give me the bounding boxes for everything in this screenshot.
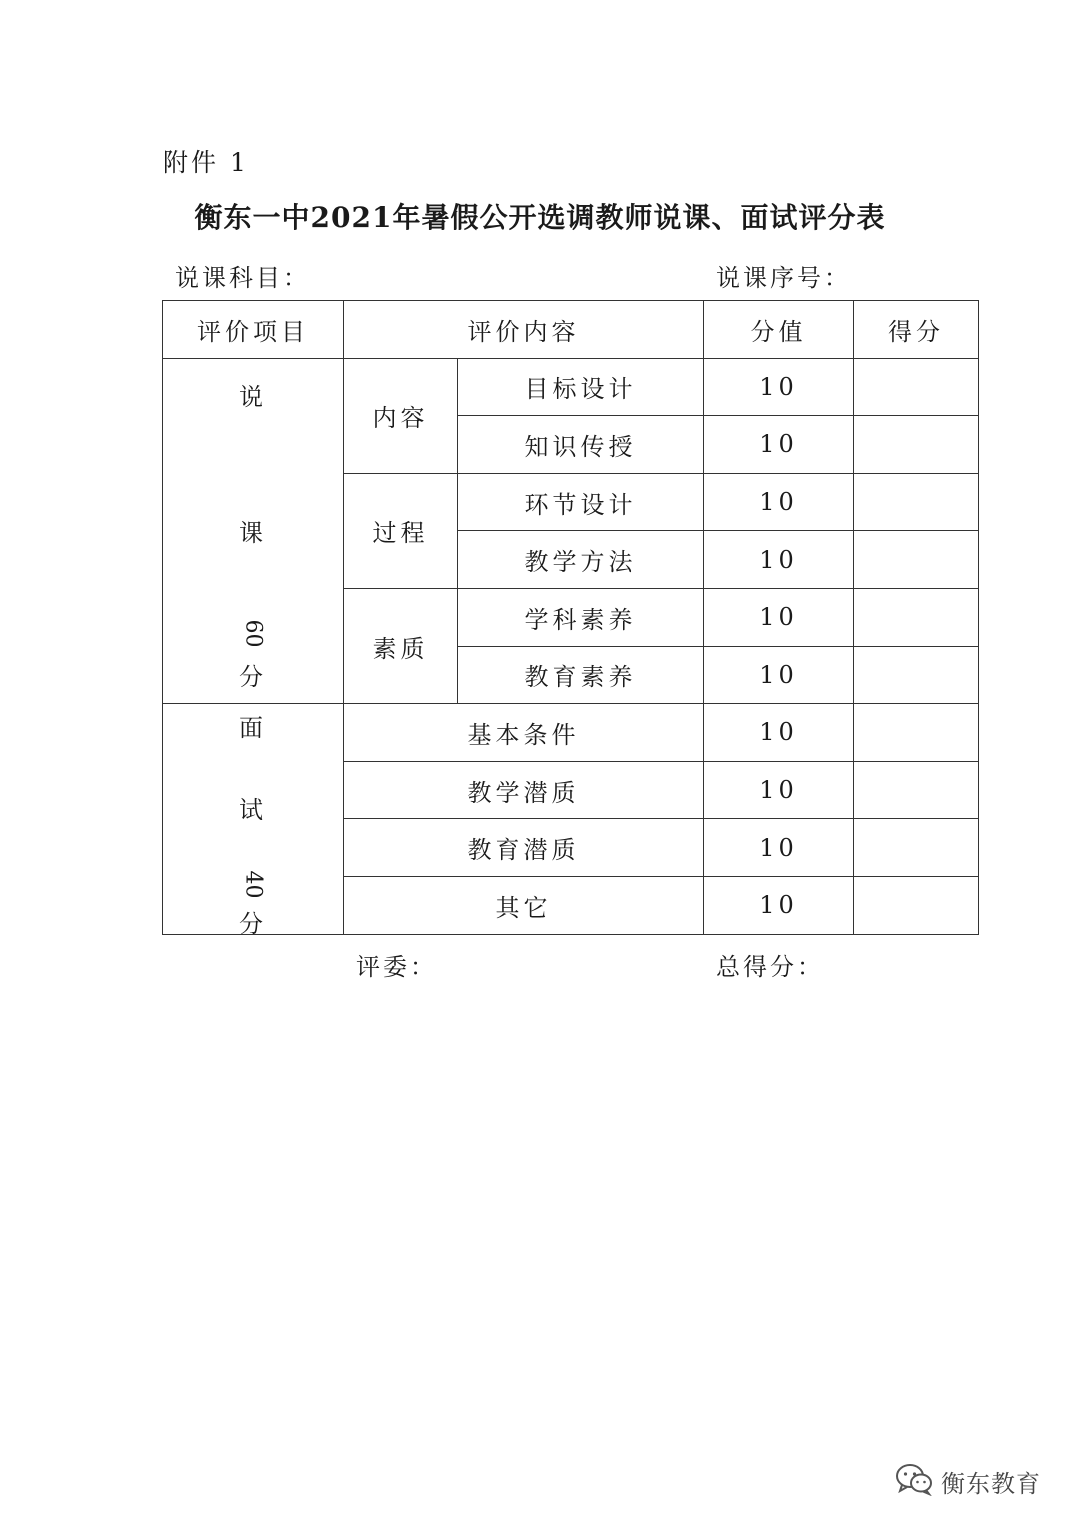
item-value: 10 — [704, 704, 854, 762]
item-value: 10 — [704, 876, 854, 934]
header-row — [163, 301, 979, 359]
form-title: 衡东一中2021年暑假公开选调教师说课、面试评分表 — [194, 201, 886, 234]
section-interview — [163, 704, 344, 939]
judge-label: 评委： — [356, 953, 437, 981]
item-label: 教学潜质 — [344, 761, 704, 819]
score-cell[interactable] — [854, 588, 979, 646]
header-score: 得分 — [854, 301, 979, 359]
watermark — [895, 1462, 1041, 1500]
score-cell[interactable] — [854, 704, 979, 762]
table-row — [163, 358, 979, 416]
group-label: 过程 — [344, 473, 458, 588]
score-cell[interactable] — [854, 761, 979, 819]
section-lecture-unit: 分 — [239, 662, 267, 691]
subject-label: 说课科目： — [175, 264, 310, 292]
section-interview-char1: 面 — [239, 714, 267, 743]
item-value: 10 — [704, 416, 854, 474]
score-cell[interactable] — [854, 646, 979, 704]
attachment-label: 附件 1 — [163, 148, 249, 177]
section-interview-points: 40 — [240, 870, 266, 899]
item-label: 环节设计 — [458, 473, 704, 531]
section-lecture-char1: 说 — [239, 382, 267, 411]
section-interview-char2: 试 — [239, 796, 267, 825]
total-score-label: 总得分： — [716, 953, 824, 981]
watermark-text: 衡东教育 — [941, 1469, 1041, 1498]
score-cell[interactable] — [854, 531, 979, 589]
item-value: 10 — [704, 646, 854, 704]
item-label: 教育潜质 — [344, 819, 704, 877]
item-label: 教育素养 — [458, 646, 704, 704]
item-label: 目标设计 — [458, 358, 704, 416]
item-value: 10 — [704, 531, 854, 589]
section-lecture-points: 60 — [240, 619, 266, 648]
item-value: 10 — [704, 761, 854, 819]
item-label: 知识传授 — [458, 416, 704, 474]
score-cell[interactable] — [854, 416, 979, 474]
header-item: 评价项目 — [163, 301, 344, 359]
table-row — [163, 704, 979, 762]
item-value: 10 — [704, 819, 854, 877]
score-cell[interactable] — [854, 358, 979, 416]
score-cell[interactable] — [854, 473, 979, 531]
section-interview-unit: 分 — [239, 910, 267, 939]
group-label: 素质 — [344, 588, 458, 703]
score-table — [162, 300, 979, 939]
item-label: 学科素养 — [458, 588, 704, 646]
header-content: 评价内容 — [344, 301, 704, 359]
score-cell[interactable] — [854, 876, 979, 934]
score-cell[interactable] — [854, 819, 979, 877]
item-label: 教学方法 — [458, 531, 704, 589]
item-label: 基本条件 — [344, 704, 704, 762]
item-value: 10 — [704, 358, 854, 416]
header-value: 分值 — [704, 301, 854, 359]
wechat-icon — [895, 1462, 933, 1500]
section-lecture — [163, 358, 344, 704]
group-label: 内容 — [344, 358, 458, 473]
sequence-label: 说课序号： — [716, 264, 851, 292]
item-label: 其它 — [344, 876, 704, 934]
item-value: 10 — [704, 588, 854, 646]
item-value: 10 — [704, 473, 854, 531]
section-lecture-char2: 课 — [239, 518, 267, 547]
